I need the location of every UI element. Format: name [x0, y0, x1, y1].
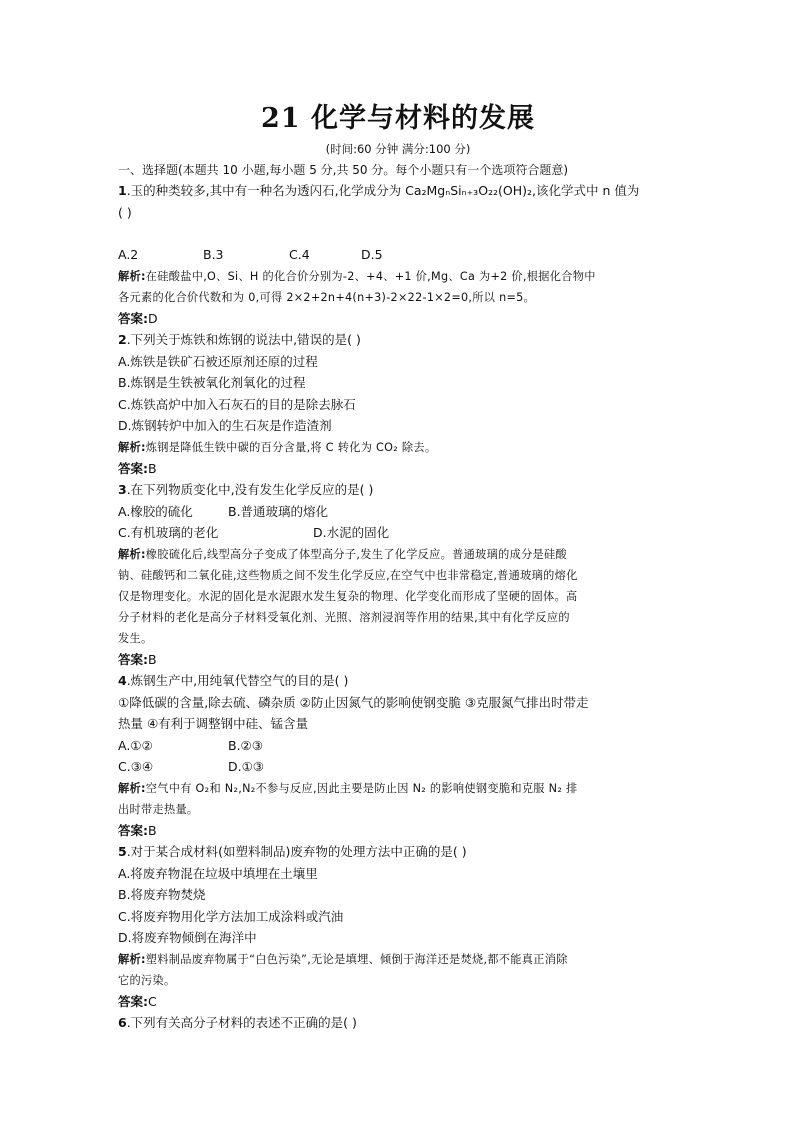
analysis-line: 出时带走热量。: [118, 802, 199, 816]
answer-value: B: [148, 460, 157, 476]
section-heading: 一、选择题(本题共 10 小题,每小题 5 分,共 50 分。每个小题只有一个选项符合题意): [118, 163, 569, 177]
analysis-line: 钠、硅酸钙和二氧化硅,这些物质之间不发生化学反应,在空气中也非常稳定,普通玻璃的熔化: [118, 568, 578, 582]
option-b: B.3: [203, 247, 224, 262]
option-c: C.有机玻璃的老化: [118, 525, 219, 540]
analysis-label: 解析:: [118, 440, 146, 454]
option-c: C.将废弃物用化学方法加工成涂料或汽油: [118, 908, 344, 924]
question-stem: .炼钢生产中,用纯氧代替空气的目的是( ): [126, 673, 349, 688]
options-row: [118, 244, 678, 266]
option-a: A.将废弃物混在垃圾中填埋在土壤里: [118, 865, 318, 881]
question-stem: .玉的种类较多,其中有一种名为透闪石,化学成分为 Ca₂MgₙSiₙ₊₃O₂₂(OH)₂,该化学式中 n 值为: [126, 183, 640, 198]
answer-label: 答案:: [118, 651, 148, 667]
analysis-line: 各元素的化合价代数和为 0,可得 2×2+2n+4(n+3)-2×22-1×2=0,所以 n=5。: [118, 290, 536, 304]
analysis: 解析:在硅酸盐中,O、Si、H 的化合价分别为-2、+4、+1 价,Mg、Ca 为+2 价,根据化合物中: [118, 269, 596, 283]
analysis-line: 分子材料的老化是高分子材料受氧化剂、光照、溶剂浸润等作用的结果,其中有化学反应的: [118, 610, 570, 624]
analysis-line: 它的污染。: [118, 973, 176, 987]
answer-value: B: [148, 651, 157, 667]
question-blank: ( ): [118, 204, 132, 220]
answer-value: C: [148, 993, 157, 1009]
answer: [118, 991, 678, 1013]
question-number: 3: [118, 482, 127, 497]
analysis: 解析:炼钢是降低生铁中碳的百分含量,将 C 转化为 CO₂ 除去。: [118, 440, 437, 454]
analysis-label: 解析:: [118, 547, 146, 561]
option-c: C.炼铁高炉中加入石灰石的目的是除去脉石: [118, 396, 356, 412]
options-row: [118, 522, 678, 544]
question-4: [118, 670, 678, 692]
option-a: A.橡胶的硫化: [118, 503, 193, 519]
analysis-label: 解析:: [118, 781, 146, 795]
option-c: C.4: [289, 247, 310, 262]
page-subtitle: (时间:60 分钟 满分:100 分): [325, 142, 471, 156]
statement-items: ①降低碳的含量,除去硫、磷杂质 ②防止因氮气的影响使钢变脆 ③克服氮气排出时带走: [118, 694, 589, 710]
answer: [118, 649, 678, 671]
analysis-line: 仅是物理变化。水泥的固化是水泥跟水发生复杂的物理、化学变化而形成了坚硬的固体。高: [118, 589, 578, 603]
question-number: 4: [118, 673, 127, 688]
option-b: B.炼钢是生铁被氧化剂氧化的过程: [118, 375, 306, 390]
option-d: D.将废弃物倾倒在海洋中: [118, 930, 257, 945]
question-stem: .下列有关高分子材料的表述不正确的是( ): [126, 1015, 357, 1030]
analysis: 解析:塑料制品废弃物属于“白色污染”,无论是填埋、倾倒于海洋还是焚烧,都不能真正消除: [118, 952, 568, 966]
question-stem: .在下列物质变化中,没有发生化学反应的是( ): [126, 482, 374, 497]
option-b: B.普通玻璃的熔化: [228, 503, 329, 519]
option-a: A.①②: [118, 737, 153, 753]
option-b: B.将废弃物焚烧: [118, 887, 206, 902]
option-d: D.①③: [228, 759, 265, 774]
options-row: [118, 735, 678, 757]
question-2: [118, 329, 678, 351]
option-a: A.2: [118, 247, 139, 262]
analysis-label: 解析:: [118, 952, 146, 966]
option-a: A.炼铁是铁矿石被还原剂还原的过程: [118, 353, 318, 369]
option-d: D.炼钢转炉中加入的生石灰是作造渣剂: [118, 418, 332, 433]
answer-value: B: [148, 822, 157, 838]
option-d: D.水泥的固化: [313, 525, 390, 540]
answer: [118, 308, 678, 330]
question-3: [118, 479, 678, 501]
question-number: 5: [118, 844, 127, 859]
question-stem: .下列关于炼铁和炼钢的说法中,错误的是( ): [126, 332, 361, 347]
question-1: [118, 180, 678, 202]
answer-value: D: [148, 310, 158, 326]
statement-items: 热量 ④有利于调整钢中硅、锰含量: [118, 716, 309, 731]
page-title: 21 化学与材料的发展: [261, 103, 535, 134]
answer-label: 答案:: [118, 310, 148, 326]
question-6: [118, 1012, 678, 1034]
question-number: 2: [118, 332, 127, 347]
option-c: C.③④: [118, 759, 154, 774]
question-number: 1: [118, 183, 127, 198]
answer-label: 答案:: [118, 460, 148, 476]
question-number: 6: [118, 1015, 127, 1030]
options-row: [118, 501, 678, 523]
option-d: D.5: [361, 247, 383, 262]
option-b: B.②③: [228, 737, 263, 753]
answer: [118, 458, 678, 480]
answer-label: 答案:: [118, 993, 148, 1009]
question-5: [118, 841, 678, 863]
options-row: [118, 756, 678, 778]
exam-page: [118, 96, 678, 1034]
analysis: 解析:橡胶硫化后,线型高分子变成了体型高分子,发生了化学反应。普通玻璃的成分是硅酸: [118, 547, 568, 561]
question-stem: .对于某合成材料(如塑料制品)废弃物的处理方法中正确的是( ): [126, 844, 467, 859]
analysis-line: 发生。: [118, 631, 153, 645]
answer-label: 答案:: [118, 822, 148, 838]
analysis: 解析:空气中有 O₂和 N₂,N₂不参与反应,因此主要是防止因 N₂ 的影响使钢变脆和克服 N₂ 排: [118, 781, 578, 795]
analysis-label: 解析:: [118, 269, 146, 283]
answer: [118, 820, 678, 842]
